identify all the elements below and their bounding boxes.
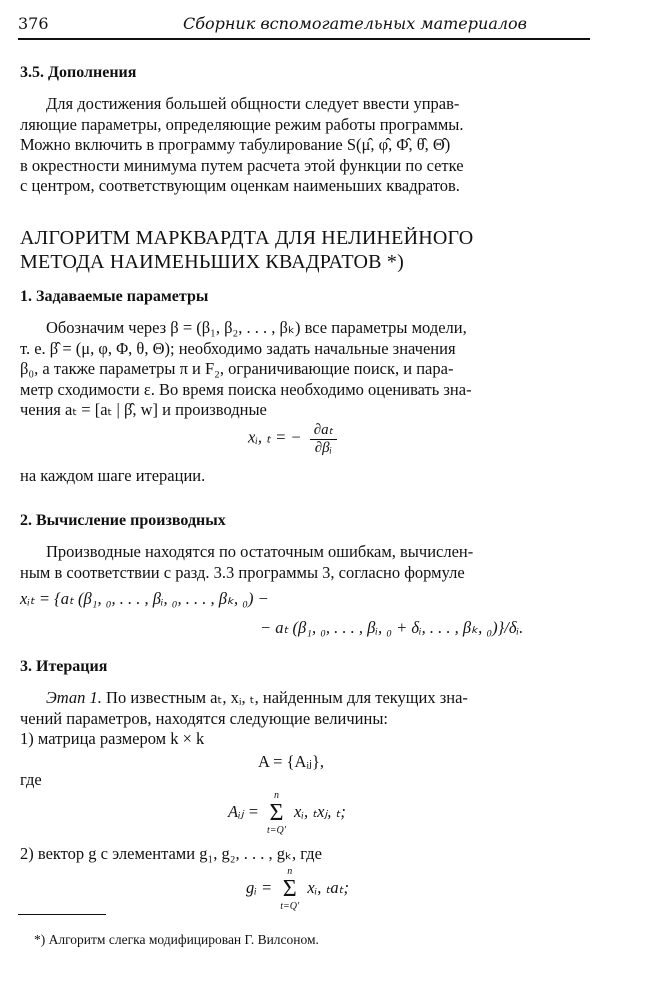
- sum-upper: n: [287, 866, 293, 877]
- difference-formula-line2: − aₜ (β₁, ₀, . . . , βᵢ, ₀ + δᵢ, . . . , βₖ, ₀)}/δᵢ.: [260, 618, 524, 637]
- item-2: [20, 844, 588, 865]
- gi-formula: [246, 866, 349, 912]
- fraction-denominator: ∂βᵢ: [314, 440, 332, 456]
- difference-formula-line1: xᵢₜ = {aₜ (β₁, ₀, . . . , βᵢ, ₀, . . . , βₖ, ₀) −: [20, 589, 269, 608]
- section-3-title: 3. Итерация: [20, 658, 108, 675]
- summation: [280, 866, 299, 912]
- footnote: *) Алгоритм слегка модифицирован Г. Вилсоном.: [34, 932, 319, 947]
- section-1-after: [20, 466, 588, 487]
- page-number: 376: [18, 14, 49, 33]
- text-line: Производные находятся по остаточным ошибкам, вычислен-: [46, 542, 474, 561]
- sum-lower: t=Q′: [280, 901, 300, 912]
- fraction-numerator: ∂aₜ: [310, 420, 337, 440]
- aij-formula: [228, 790, 346, 836]
- fraction: [310, 420, 337, 457]
- stage-label: Этап 1.: [46, 688, 102, 707]
- aij-rhs: xᵢ, ₜxⱼ, ₜ;: [294, 801, 346, 821]
- text-line: 1) матрица размером k × k: [20, 729, 205, 748]
- section-2-paragraph: [20, 542, 588, 583]
- text-line: где: [20, 770, 42, 789]
- text-line: Для достижения большей общности следует ввести управ-: [46, 94, 460, 113]
- page-header: [18, 10, 590, 40]
- algorithm-title-line1: АЛГОРИТМ МАРКВАРДТА ДЛЯ НЕЛИНЕЙНОГО: [20, 227, 474, 249]
- section-3-paragraph: [20, 688, 588, 750]
- text-line: на каждом шаге итерации.: [20, 466, 206, 485]
- text-line: чений параметров, находятся следующие величины:: [20, 708, 388, 728]
- derivative-formula: [248, 420, 337, 457]
- formula-lhs: xᵢ, ₜ = −: [248, 427, 302, 447]
- sum-sign: Σ: [282, 876, 297, 902]
- where-1: [20, 770, 588, 791]
- text-line: ным в соответствии с разд. 3.3 программы 3, согласно формуле: [20, 562, 465, 582]
- gi-lhs: gᵢ =: [246, 877, 273, 897]
- section-3-5-title: 3.5. Дополнения: [20, 64, 137, 81]
- summation: [267, 790, 286, 836]
- text-line: т. е. β̂ = (μ, φ, Φ, θ, Θ); необходимо задать начальные значения: [20, 338, 456, 358]
- text-line: Обозначим через β = (β₁, β₂, . . . , βₖ) все параметры модели,: [46, 318, 467, 337]
- text-line: [20, 688, 588, 709]
- stage-text: По известным aₜ, xᵢ, ₜ, найденным для текущих зна-: [101, 688, 468, 707]
- text-line: с центром, соответствующим оценкам наименьших квадратов.: [20, 176, 460, 195]
- text-line: Можно включить в программу табулирование S(μ̂, φ̂, Φ̂, θ̂, Θ̂): [20, 135, 451, 154]
- algorithm-title-line2: МЕТОДА НАИМЕНЬШИХ КВАДРАТОВ *): [20, 251, 404, 273]
- text-line: чения aₜ = [aₜ | β̂, w] и производные: [20, 400, 267, 419]
- running-title: Сборник вспомогательных материалов: [183, 14, 527, 33]
- aij-lhs: Aᵢⱼ =: [228, 801, 259, 821]
- section-1-paragraph: [20, 318, 588, 421]
- sum-upper: n: [273, 790, 279, 801]
- section-3-5-paragraph: [20, 94, 588, 197]
- footnote-rule: [18, 914, 106, 915]
- section-2-title: 2. Вычисление производных: [20, 512, 226, 529]
- matrix-formula: A = {Aᵢⱼ},: [258, 752, 325, 771]
- sum-sign: Σ: [269, 800, 284, 826]
- sum-lower: t=Q′: [266, 825, 286, 836]
- text-line: ляющие параметры, определяющие режим работы программы.: [20, 114, 464, 134]
- section-1-title: 1. Задаваемые параметры: [20, 288, 209, 305]
- text-line: в окрестности минимума путем расчета этой функции по сетке: [20, 155, 464, 175]
- text-line: метр сходимости ε. Во время поиска необходимо оценивать зна-: [20, 379, 472, 399]
- text-line: β₀, а также параметры π и F₂, ограничивающие поиск, и пара-: [20, 359, 454, 378]
- gi-rhs: xᵢ, ₜaₜ;: [307, 877, 349, 897]
- text-line: 2) вектор g с элементами g₁, g₂, . . . , gₖ, где: [20, 844, 322, 863]
